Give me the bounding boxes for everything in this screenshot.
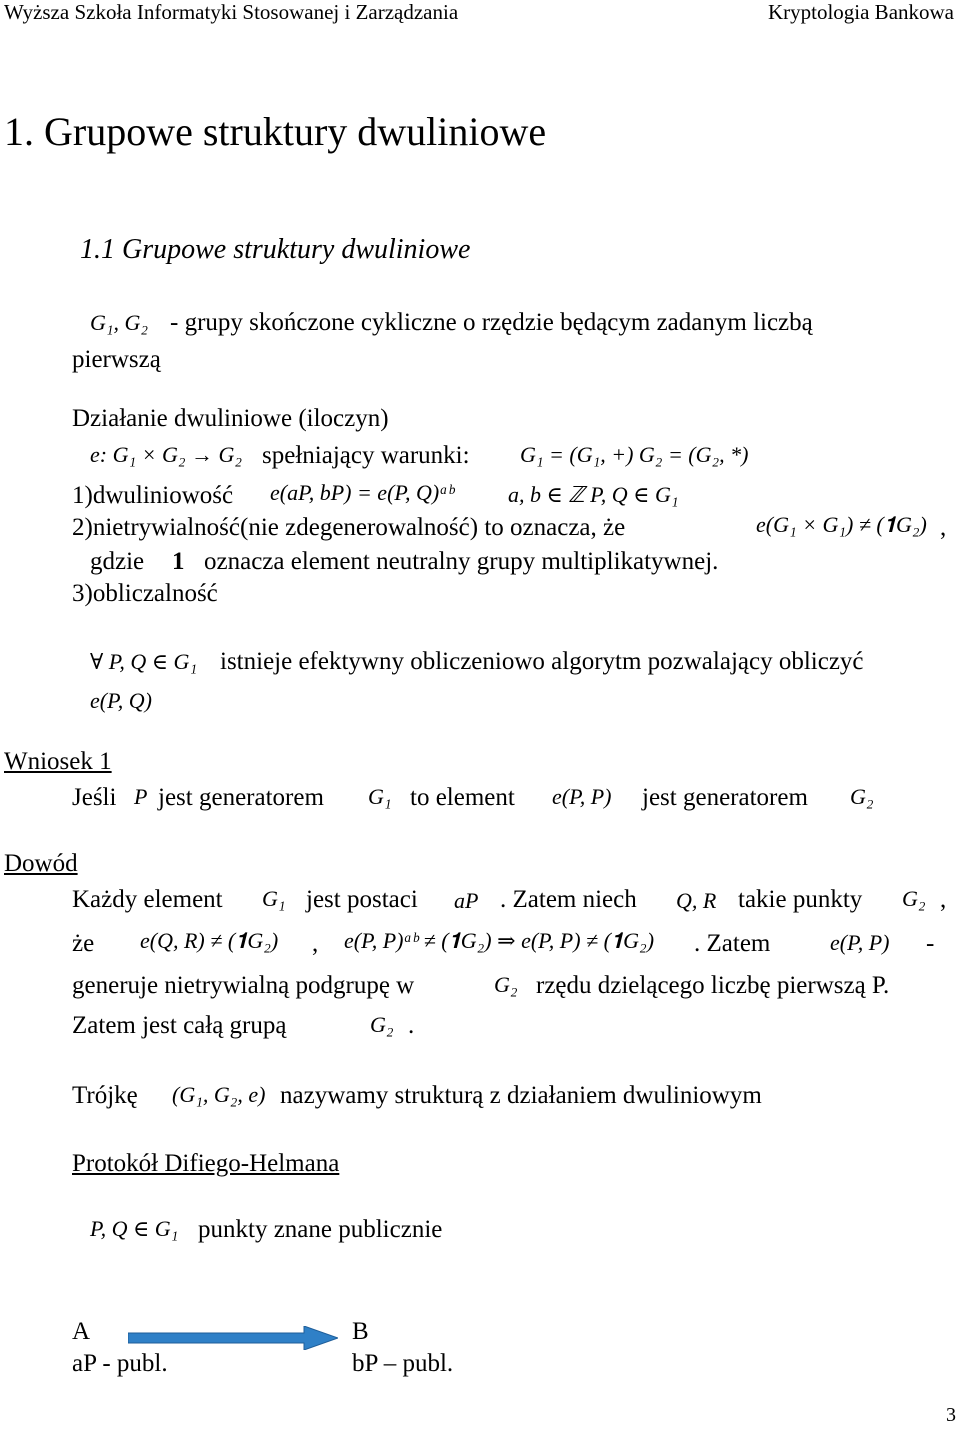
condition-1-label: 1)dwuliniowość bbox=[72, 482, 234, 509]
condition-1-domain: a, b ∈ ℤ P, Q ∈ G₁ bbox=[508, 482, 679, 507]
party-B-public: bP – publ. bbox=[352, 1350, 454, 1377]
proof-l1-G2: G₂ bbox=[902, 886, 926, 911]
proof-l1-e: , bbox=[940, 886, 947, 913]
pairing-map: e: G₁ × G₂ → G₂ bbox=[90, 442, 243, 467]
protocol-heading: Protokół Difiego-Helmana bbox=[72, 1150, 340, 1177]
proof-l2-ePP: e(P, P) bbox=[830, 930, 890, 955]
corollary-P: P bbox=[134, 784, 148, 809]
proof-l1-aP: aP bbox=[454, 888, 479, 913]
condition-3-text: istnieje efektywny obliczeniowo algorytm pozwalający obliczyć bbox=[220, 648, 864, 675]
corollary-text-2: jest generatorem bbox=[158, 784, 324, 811]
bilinear-heading: Działanie dwuliniowe (iloczyn) bbox=[72, 405, 389, 432]
condition-1-formula: e(aP, bP) = e(P, Q)ᵃᵇ bbox=[270, 480, 454, 505]
corollary-text-1: Jeśli bbox=[72, 784, 117, 811]
proof-l1-G1: G₁ bbox=[262, 886, 286, 911]
condition-3-formula: ∀ P, Q ∈ G₁ bbox=[90, 649, 198, 674]
groups-formula: G₁, G₂ bbox=[90, 310, 149, 335]
proof-heading: Dowód bbox=[4, 850, 78, 877]
proof-l3-G2: G₂ bbox=[494, 972, 518, 997]
protocol-text: punkty znane publicznie bbox=[198, 1216, 443, 1243]
proof-l1-c: . Zatem niech bbox=[500, 886, 637, 913]
neutral-element-symbol: 1 bbox=[172, 548, 185, 575]
proof-l3-a: generuje nietrywialną podgrupę w bbox=[72, 972, 415, 999]
condition-3-label: 3)obliczalność bbox=[72, 580, 218, 607]
condition-2-comma: , bbox=[940, 514, 947, 541]
corollary-heading: Wniosek 1 bbox=[4, 748, 112, 775]
corollary-G2: G₂ bbox=[850, 784, 874, 809]
condition-2-explanation: oznacza element neutralny grupy multiplikatywnej. bbox=[204, 548, 719, 575]
conditions-label: spełniający warunki: bbox=[262, 442, 470, 469]
proof-l2-dash: - bbox=[926, 930, 935, 957]
proof-l1-a: Każdy element bbox=[72, 886, 223, 913]
section-title: 1.1 Grupowe struktury dwuliniowe bbox=[80, 234, 471, 265]
party-A-public: aP - publ. bbox=[72, 1350, 168, 1377]
condition-2-gdzie: gdzie bbox=[90, 548, 145, 575]
condition-2-formula: e(G₁ × G₁) ≠ (𝟏G₂) bbox=[756, 512, 927, 537]
proof-l4-b: . bbox=[408, 1012, 415, 1039]
page-number: 3 bbox=[946, 1404, 956, 1426]
corollary-ePP: e(P, P) bbox=[552, 784, 612, 809]
arrow-right-icon bbox=[128, 1326, 338, 1350]
group-definitions: G₁ = (G₁, +) G₂ = (G₂, *) bbox=[520, 442, 749, 467]
proof-l2-zatem: . Zatem bbox=[694, 930, 771, 957]
proof-l1-QR: Q, R bbox=[676, 888, 717, 913]
protocol-formula: P, Q ∈ G₁ bbox=[90, 1216, 179, 1241]
header-right: Kryptologia Bankowa bbox=[767, 0, 954, 24]
proof-l1-d: takie punkty bbox=[738, 886, 863, 913]
condition-3-eval: e(P, Q) bbox=[90, 688, 152, 713]
condition-2-label: 2)nietrywialność(nie zdegenerowalność) to oznacza, że bbox=[72, 514, 626, 541]
proof-l2-formula-1: e(Q, R) ≠ (𝟏G₂) bbox=[140, 928, 279, 953]
proof-l2-ze: że bbox=[72, 930, 95, 957]
corollary-text-3: to element bbox=[410, 784, 515, 811]
proof-l1-b: jest postaci bbox=[306, 886, 418, 913]
triple-text: nazywamy strukturą z działaniem dwuliniowym bbox=[280, 1082, 762, 1109]
groups-description: - grupy skończone cykliczne o rzędzie będącym zadanym liczbą bbox=[170, 309, 813, 336]
proof-l3-b: rzędu dzielącego liczbę pierwszą P. bbox=[536, 972, 890, 999]
groups-description-cont: pierwszą bbox=[72, 346, 161, 373]
proof-l4-G2: G₂ bbox=[370, 1012, 394, 1037]
corollary-text-4: jest generatorem bbox=[642, 784, 808, 811]
triple-formula: (G₁, G₂, e) bbox=[172, 1082, 266, 1107]
chapter-title: 1. Grupowe struktury dwuliniowe bbox=[4, 109, 547, 154]
header-left: Wyższa Szkoła Informatyki Stosowanej i Zarządzania bbox=[4, 0, 459, 24]
triple-label: Trójkę bbox=[72, 1082, 138, 1109]
proof-l4-a: Zatem jest całą grupą bbox=[72, 1012, 287, 1039]
corollary-G1: G₁ bbox=[368, 784, 392, 809]
proof-l2-formula-2: e(P, P)ᵃᵇ ≠ (𝟏G₂) ⇒ e(P, P) ≠ (𝟏G₂) bbox=[344, 928, 655, 953]
party-A: A bbox=[72, 1318, 91, 1345]
party-B: B bbox=[352, 1318, 369, 1345]
proof-l2-comma: , bbox=[312, 930, 319, 957]
